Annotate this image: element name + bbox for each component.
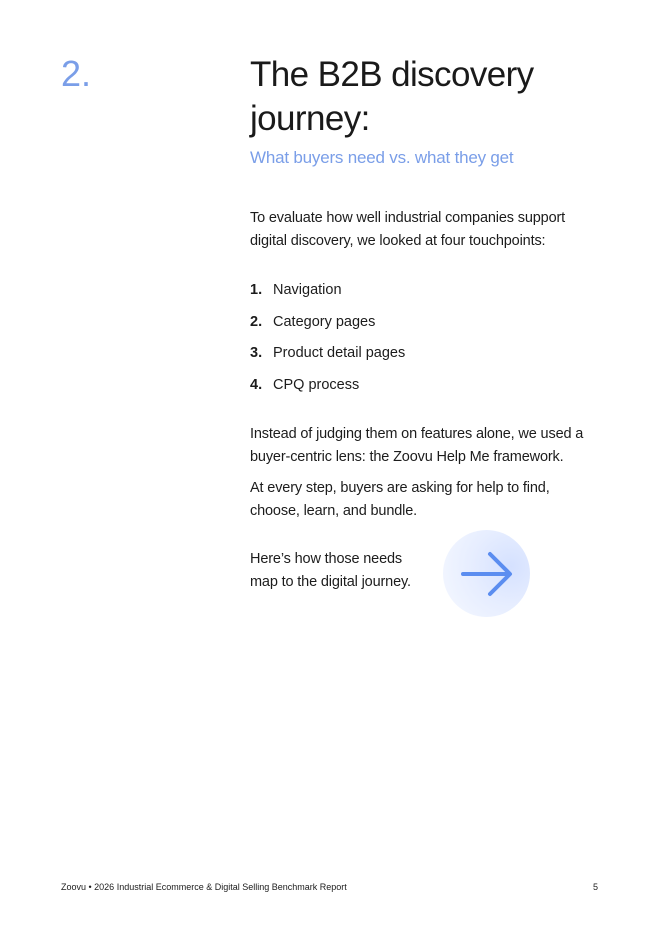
section-number: 2. xyxy=(61,53,92,94)
footer-page-number: 5 xyxy=(593,882,599,892)
list-item xyxy=(250,279,405,301)
mapping-paragraph: Here’s how those needs map to the digital journey. xyxy=(250,551,411,590)
list-item xyxy=(250,311,405,333)
lens-paragraph: Instead of judging them on features alone, we used a buyer-centric lens: the Zoovu Help Me framework. xyxy=(250,426,584,465)
page-subtitle: What buyers need vs. what they get xyxy=(250,148,514,167)
footer-report-title: Zoovu • 2026 Industrial Ecommerce & Digital Selling Benchmark Report xyxy=(61,882,347,892)
list-item-number: 1. xyxy=(250,282,263,298)
list-item xyxy=(250,374,405,396)
list-item xyxy=(250,342,405,364)
intro-paragraph: To evaluate how well industrial companies support digital discovery, we looked at four touchpoints: xyxy=(250,210,566,249)
list-item-label: CPQ process xyxy=(273,377,360,394)
arrow-right-icon-graphic xyxy=(459,549,515,599)
list-item-label: Category pages xyxy=(273,313,376,330)
list-item-number: 2. xyxy=(250,313,263,330)
list-item-number: 4. xyxy=(250,377,263,394)
list-item-label: Product detail pages xyxy=(273,345,406,362)
touchpoint-list xyxy=(250,279,405,406)
page-title: The B2B discovery journey: xyxy=(250,55,534,138)
list-item-number: 3. xyxy=(250,345,263,362)
steps-paragraph: At every step, buyers are asking for help to find, choose, learn, and bundle. xyxy=(250,480,550,519)
list-item-label: Navigation xyxy=(273,282,342,298)
arrow-right-icon xyxy=(443,530,530,617)
